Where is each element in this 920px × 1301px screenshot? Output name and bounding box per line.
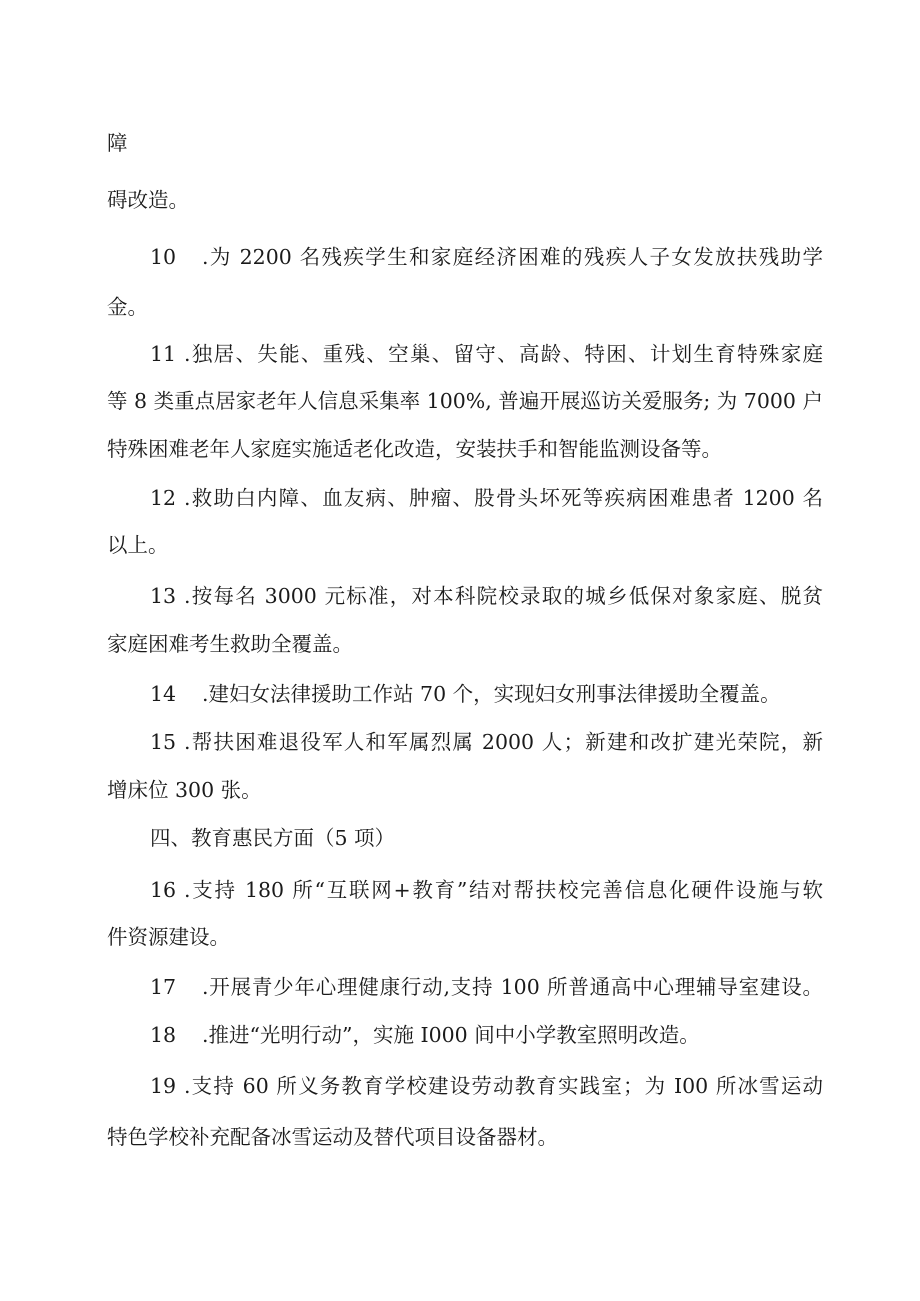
text-line — [107, 777, 823, 803]
item-number: 19 — [150, 1074, 177, 1098]
line-text: 特色学校补充配备冰雪运动及替代项目设备器材。 — [107, 1125, 558, 1149]
list-item-12 — [150, 485, 823, 511]
list-item-10 — [150, 244, 823, 270]
line-text: 金。 — [107, 295, 148, 319]
line-text: .按每名 3000 元标准，对本科院校录取的城乡低保对象家庭、脱贫 — [184, 584, 823, 608]
line-text: .救助白内障、血友病、肿瘤、股骨头坏死等疾病困难患者 1200 名 — [184, 486, 823, 510]
list-item-17 — [150, 974, 823, 1000]
list-item-19 — [150, 1073, 823, 1099]
line-text: 以上。 — [107, 533, 169, 557]
item-number: 12 — [150, 486, 177, 510]
line-text: 碍改造。 — [107, 188, 189, 212]
text-line — [107, 187, 823, 213]
item-number: 17 — [150, 975, 177, 999]
text-line — [107, 436, 823, 462]
line-text: 增床位 300 张。 — [107, 778, 262, 802]
text-line — [107, 631, 823, 657]
line-text: 四、教育惠民方面（5 项） — [150, 826, 396, 850]
list-item-16 — [150, 877, 823, 903]
line-text: .支持 180 所“互联网+教育”结对帮扶校完善信息化硬件设施与软 — [184, 878, 823, 902]
item-number: 11 — [150, 342, 177, 366]
list-item-11 — [150, 341, 823, 367]
list-item-18 — [150, 1022, 823, 1048]
text-line — [107, 1124, 823, 1150]
text-line — [107, 532, 823, 558]
item-number: 15 — [150, 730, 177, 754]
list-item-13 — [150, 583, 823, 609]
line-text: .推进“光明行动”，实施 I000 间中小学教室照明改造。 — [202, 1023, 700, 1047]
list-item-14 — [150, 681, 823, 707]
text-line — [107, 388, 823, 414]
list-item-15 — [150, 729, 823, 755]
line-text: .独居、失能、重残、空巢、留守、高龄、特困、计划生育特殊家庭 — [184, 342, 823, 366]
line-text: 特殊困难老年人家庭实施适老化改造，安装扶手和智能监测设备等。 — [107, 437, 722, 461]
line-text: .支持 60 所义务教育学校建设劳动教育实践室；为 I00 所冰雪运动 — [184, 1074, 823, 1098]
item-number: 18 — [150, 1023, 177, 1047]
item-number: 10 — [150, 245, 177, 269]
line-text: .开展青少年心理健康行动,支持 100 所普通高中心理辅导室建设。 — [202, 975, 823, 999]
section-heading — [150, 825, 823, 851]
text-line — [107, 924, 823, 950]
line-text: 件资源建设。 — [107, 925, 230, 949]
line-text: .建妇女法律援助工作站 70 个，实现妇女刑事法律援助全覆盖。 — [202, 682, 781, 706]
item-number: 13 — [150, 584, 177, 608]
text-line — [107, 130, 823, 156]
line-text: 家庭困难考生救助全覆盖。 — [107, 632, 353, 656]
item-number: 16 — [150, 878, 177, 902]
line-text: .为 2200 名残疾学生和家庭经济困难的残疾人子女发放扶残助学 — [202, 245, 823, 269]
line-text: 等 8 类重点居家老年人信息采集率 100%, 普遍开展巡访关爱服务; 为 7000 户 — [107, 389, 823, 413]
line-text: .帮扶困难退役军人和军属烈属 2000 人；新建和改扩建光荣院，新 — [184, 730, 823, 754]
text-line — [107, 294, 823, 320]
item-number: 14 — [150, 682, 177, 706]
line-text: 障 — [107, 131, 128, 155]
